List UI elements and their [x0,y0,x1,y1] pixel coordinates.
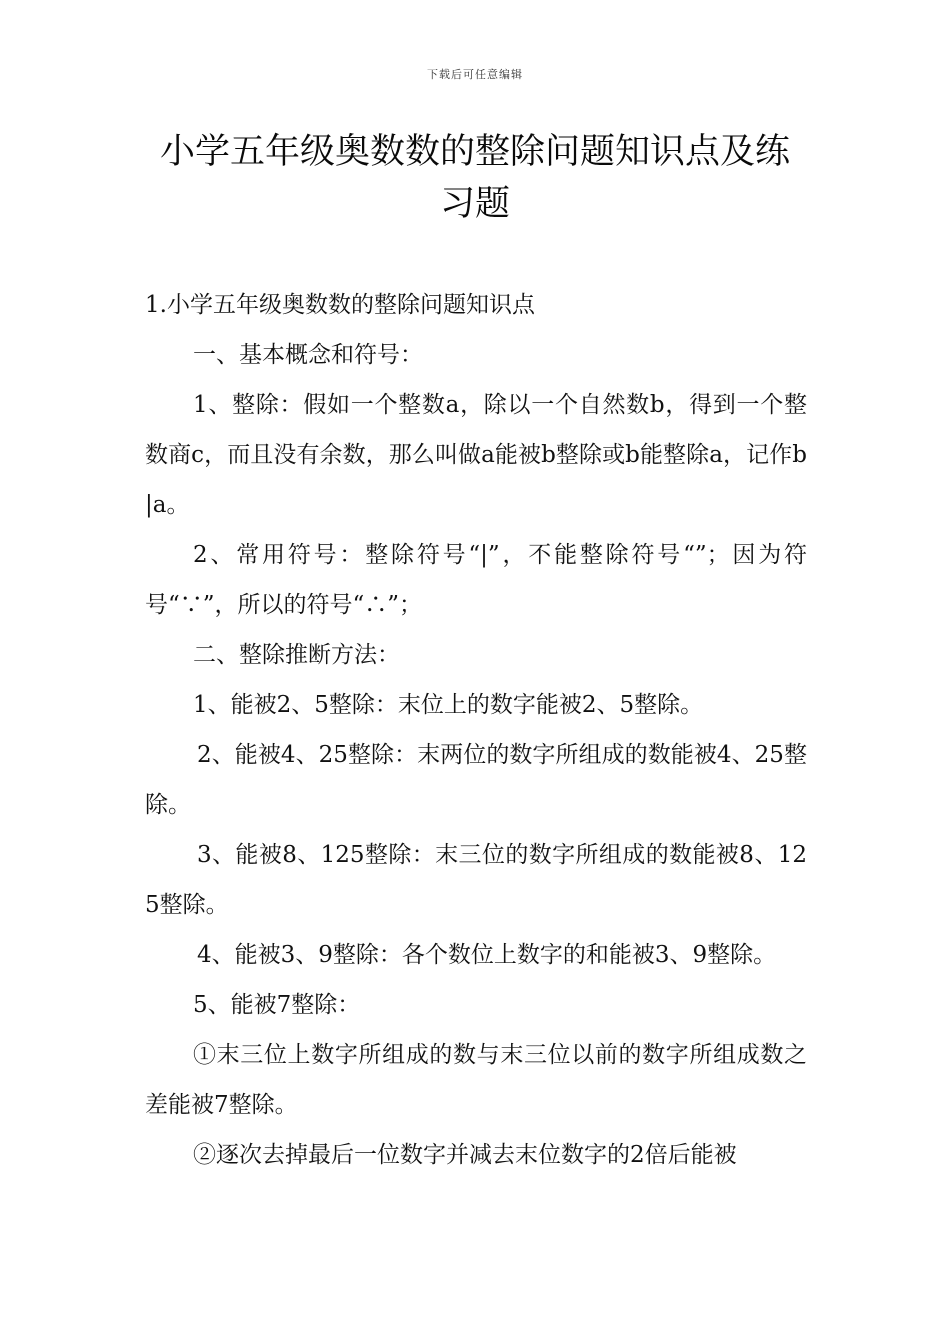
subsection-heading-methods: 二、整除推断方法： [193,642,400,668]
paragraph-divisibility-definition: 1、整除：假如一个整数a，除以一个自然数b，得到一个整数商c，而且没有余数，那么叫做a能被b整除或b能整除a，记作b|a。 [145,392,807,518]
paragraph-rule-7-method-1: ①末三位上数字所组成的数与末三位以前的数字所组成数之差能被7整除。 [145,1042,807,1118]
page-title: 小学五年级奥数数的整除问题知识点及练习题 [159,132,790,224]
document-body [145,280,807,1180]
header-note: 下载后可任意编辑 [427,68,523,81]
section-heading: 1.小学五年级奥数数的整除问题知识点 [145,292,535,318]
paragraph-rule-7-heading: 5、能被7整除： [193,992,361,1018]
paragraph-rule-7-method-2: ②逐次去掉最后一位数字并减去末位数字的2倍后能被 [193,1142,737,1168]
paragraph-rule-4-25: 2、能被4、25整除：末两位的数字所组成的数能被4、25整除。 [145,742,807,818]
paragraph-rule-2-5: 1、能被2、5整除：末位上的数字能被2、5整除。 [193,692,704,718]
subsection-heading-concepts: 一、基本概念和符号： [193,342,423,368]
paragraph-rule-8-125: 3、能被8、125整除：末三位的数字所组成的数能被8、125整除。 [145,842,807,918]
paragraph-common-symbols: 2、常用符号：整除符号“|”，不能整除符号“”；因为符号“∵”，所以的符号“∴”； [145,542,807,618]
paragraph-rule-3-9: 4、能被3、9整除：各个数位上数字的和能被3、9整除。 [197,942,777,968]
